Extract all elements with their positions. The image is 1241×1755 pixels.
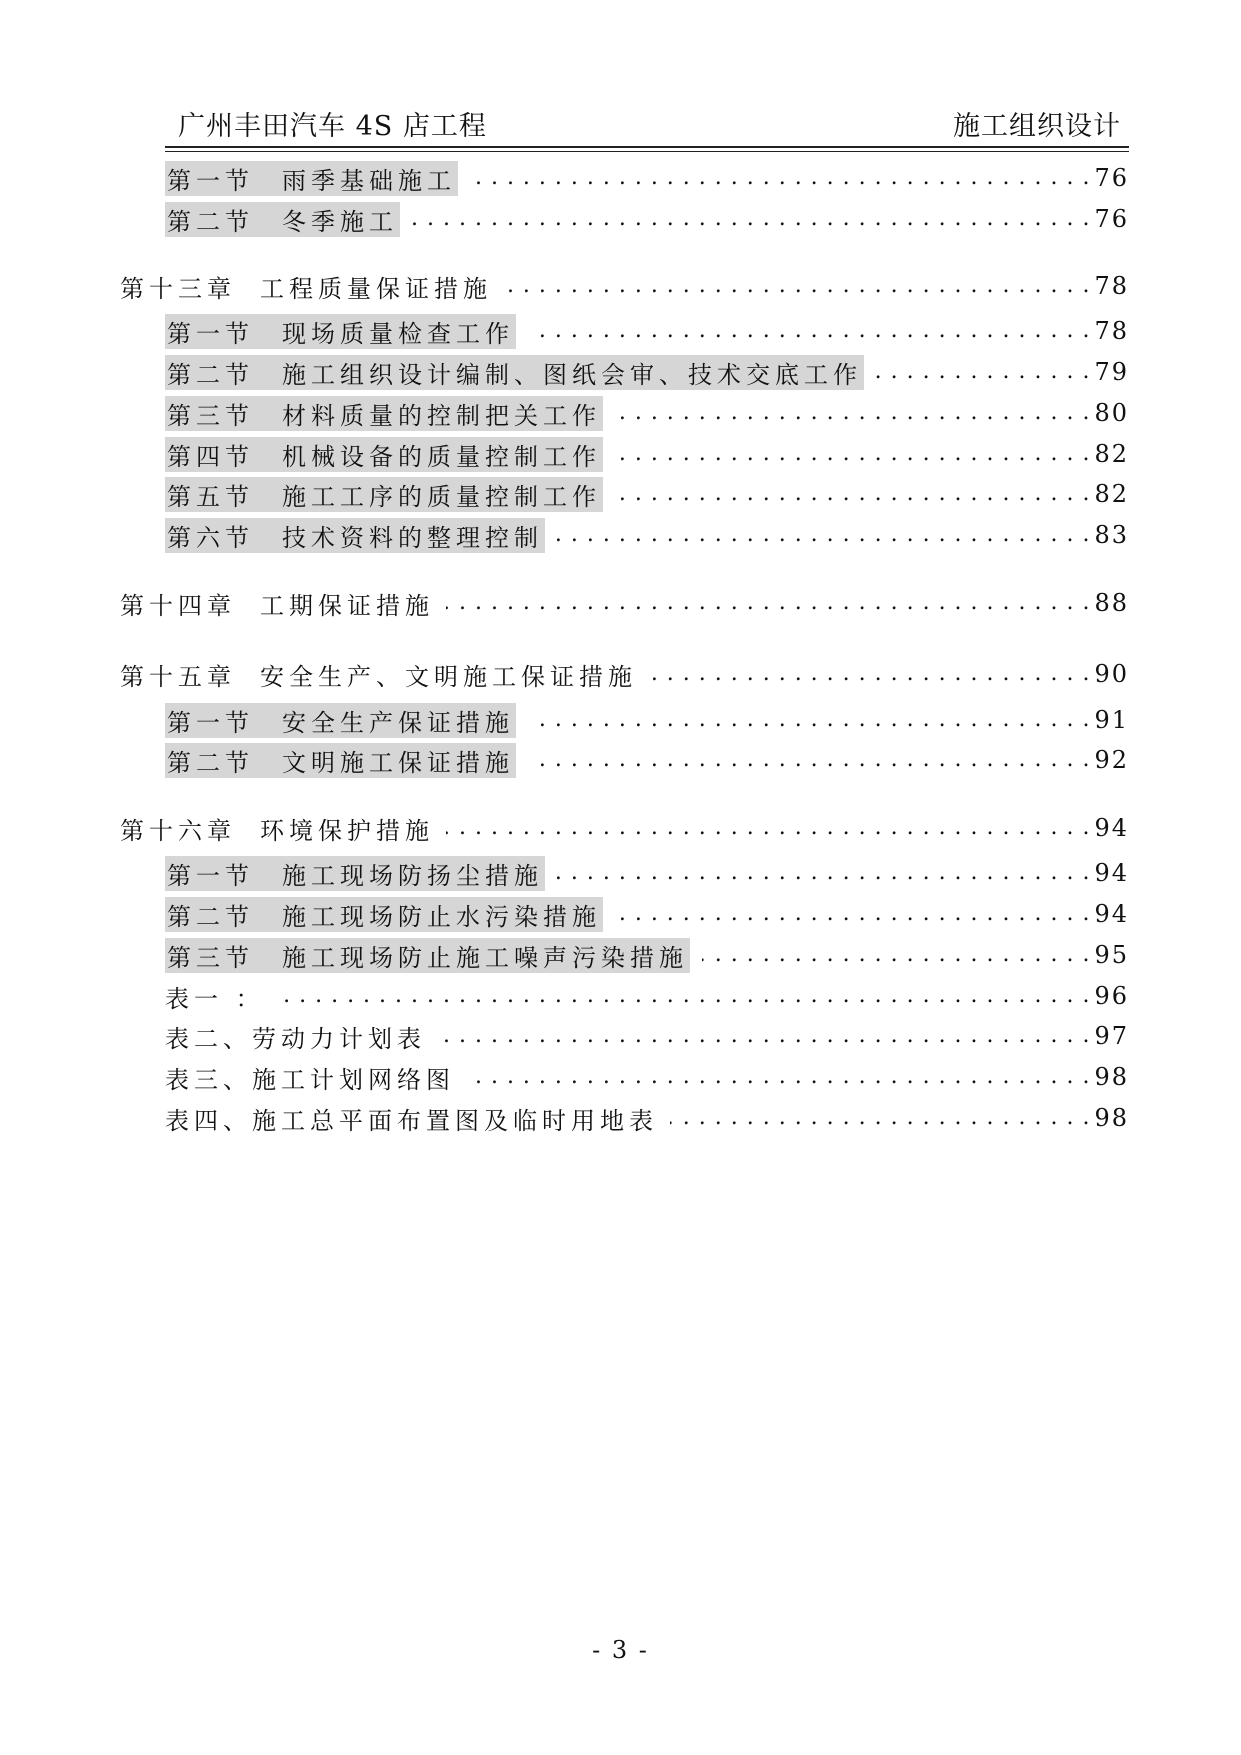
toc-entry-label	[120, 811, 434, 846]
toc-entry-number: 第一节	[167, 319, 254, 348]
toc-entry-page: 80	[1094, 399, 1129, 427]
toc-table-entry[interactable]	[165, 1100, 1129, 1136]
toc-entry-label	[165, 1019, 426, 1054]
toc-chapter-entry[interactable]	[120, 656, 1129, 692]
toc-dot-leader	[446, 589, 1090, 617]
toc-entry-page: 83	[1094, 521, 1129, 549]
toc-section-entry[interactable]	[165, 517, 1129, 553]
toc-entry-number: 第六节	[167, 523, 254, 552]
toc-entry-title: 表三、施工计划网络图	[165, 1065, 455, 1094]
toc-dot-leader	[438, 1022, 1090, 1050]
toc-dot-leader	[615, 480, 1090, 508]
toc-table-entry[interactable]	[165, 1018, 1129, 1054]
toc-entry-title: 施工现场防止水污染措施	[282, 902, 601, 931]
toc-dot-leader	[277, 982, 1091, 1010]
toc-entry-label	[165, 979, 265, 1014]
toc-entry-title: 雨季基础施工	[282, 166, 456, 195]
toc-dot-leader	[504, 272, 1090, 300]
toc-entry-title: 安全生产保证措施	[282, 708, 514, 737]
toc-entry-number: 第三节	[167, 401, 254, 430]
toc-entry-title: 施工工序的质量控制工作	[282, 482, 601, 511]
toc-entry-title: 技术资料的整理控制	[282, 523, 543, 552]
toc-entry-label	[165, 1101, 658, 1136]
toc-entry-number: 第十六章	[120, 816, 236, 845]
toc-entry-page: 95	[1094, 941, 1129, 969]
toc-dot-leader	[467, 1063, 1090, 1091]
header-rule-thick	[165, 146, 1129, 148]
toc-entry-number: 第一节	[167, 708, 254, 737]
toc-entry-title: 表四、施工总平面布置图及临时用地表	[165, 1106, 658, 1135]
toc-section-entry[interactable]	[165, 160, 1129, 196]
toc-entry-page: 88	[1094, 589, 1129, 617]
toc-entry-title: 现场质量检查工作	[282, 319, 514, 348]
toc-entry-label	[165, 161, 458, 196]
toc-section-entry[interactable]	[165, 742, 1129, 778]
toc-section-entry[interactable]	[165, 896, 1129, 932]
toc-entry-page: 78	[1094, 272, 1129, 300]
toc-entry-label	[165, 897, 603, 932]
toc-dot-leader	[702, 941, 1090, 969]
toc-entry-label	[165, 314, 516, 349]
toc-entry-title: 材料质量的控制把关工作	[282, 401, 601, 430]
toc-entry-number: 第一节	[167, 166, 254, 195]
toc-entry-label	[120, 586, 434, 621]
toc-entry-number: 第十五章	[120, 662, 236, 691]
toc-entry-page: 94	[1094, 900, 1129, 928]
toc-entry-title: 冬季施工	[282, 207, 398, 236]
toc-dot-leader	[615, 440, 1090, 468]
toc-entry-page: 90	[1094, 660, 1129, 688]
toc-table-entry[interactable]	[165, 1059, 1129, 1095]
toc-dot-leader	[876, 358, 1090, 386]
toc-entry-page: 94	[1094, 859, 1129, 887]
toc-chapter-entry[interactable]	[120, 585, 1129, 621]
toc-entry-label	[165, 743, 516, 778]
toc-entry-label	[165, 1060, 455, 1095]
toc-dot-leader	[649, 660, 1090, 688]
toc-entry-number: 第五节	[167, 482, 254, 511]
toc-entry-page: 82	[1094, 480, 1129, 508]
toc-entry-label	[165, 396, 603, 431]
toc-entry-page: 91	[1094, 706, 1129, 734]
toc-entry-page: 92	[1094, 746, 1129, 774]
toc-entry-page: 98	[1094, 1063, 1129, 1091]
toc-dot-leader	[446, 814, 1090, 842]
toc-entry-number: 第二节	[167, 748, 254, 777]
toc-section-entry[interactable]	[165, 354, 1129, 390]
toc-entry-page: 76	[1094, 205, 1129, 233]
toc-section-entry[interactable]	[165, 702, 1129, 738]
toc-entry-title: 工期保证措施	[260, 591, 434, 620]
page-header-left: 广州丰田汽车 4S 店工程	[178, 111, 487, 142]
toc-entry-label	[165, 518, 545, 553]
toc-section-entry[interactable]	[165, 855, 1129, 891]
toc-section-entry[interactable]	[165, 395, 1129, 431]
toc-dot-leader	[528, 706, 1090, 734]
toc-entry-title: 机械设备的质量控制工作	[282, 442, 601, 471]
toc-entry-title: 安全生产、文明施工保证措施	[260, 662, 637, 691]
toc-dot-leader	[557, 521, 1090, 549]
toc-entry-label	[165, 856, 545, 891]
toc-dot-leader	[557, 859, 1090, 887]
toc-entry-title: 环境保护措施	[260, 816, 434, 845]
toc-entry-number: 第十三章	[120, 274, 236, 303]
toc-entry-page: 79	[1094, 358, 1129, 386]
page-number: - 3 -	[592, 1636, 649, 1664]
toc-entry-label	[165, 938, 690, 973]
toc-section-entry[interactable]	[165, 937, 1129, 973]
toc-dot-leader	[528, 317, 1090, 345]
toc-entry-label	[120, 657, 637, 692]
toc-entry-title: 施工现场防止施工噪声污染措施	[282, 943, 688, 972]
toc-entry-title: 表二、劳动力计划表	[165, 1024, 426, 1053]
toc-dot-leader	[615, 399, 1090, 427]
toc-entry-page: 94	[1094, 814, 1129, 842]
toc-entry-page: 76	[1094, 164, 1129, 192]
toc-section-entry[interactable]	[165, 201, 1129, 237]
toc-entry-page: 82	[1094, 440, 1129, 468]
toc-dot-leader	[528, 746, 1090, 774]
toc-entry-label	[165, 355, 864, 390]
toc-dot-leader	[615, 900, 1090, 928]
toc-entry-number: 第四节	[167, 442, 254, 471]
toc-entry-title: 文明施工保证措施	[282, 748, 514, 777]
toc-entry-label	[120, 269, 492, 304]
toc-entry-number: 第三节	[167, 943, 254, 972]
toc-entry-page: 98	[1094, 1104, 1129, 1132]
toc-entry-title: 表一 ：	[165, 984, 265, 1013]
toc-entry-number: 第二节	[167, 207, 254, 236]
toc-entry-page: 78	[1094, 317, 1129, 345]
toc-entry-label	[165, 703, 516, 738]
toc-dot-leader	[670, 1104, 1090, 1132]
toc-section-entry[interactable]	[165, 313, 1129, 349]
toc-entry-title: 工程质量保证措施	[260, 274, 492, 303]
toc-section-entry[interactable]	[165, 476, 1129, 512]
toc-section-entry[interactable]	[165, 436, 1129, 472]
toc-table-entry[interactable]	[165, 978, 1129, 1014]
toc-dot-leader	[412, 205, 1090, 233]
toc-entry-label	[165, 477, 603, 512]
toc-entry-number: 第一节	[167, 861, 254, 890]
toc-dot-leader	[470, 164, 1090, 192]
toc-entry-number: 第二节	[167, 902, 254, 931]
header-rule-thin	[165, 151, 1129, 152]
toc-entry-number: 第二节	[167, 360, 254, 389]
toc-entry-number: 第十四章	[120, 591, 236, 620]
toc-entry-title: 施工组织设计编制、图纸会审、技术交底工作	[282, 360, 862, 389]
toc-chapter-entry[interactable]	[120, 810, 1129, 846]
toc-entry-page: 96	[1094, 982, 1129, 1010]
toc-entry-page: 97	[1094, 1022, 1129, 1050]
toc-entry-label	[165, 202, 400, 237]
toc-chapter-entry[interactable]	[120, 268, 1129, 304]
toc-entry-label	[165, 437, 603, 472]
toc-entry-title: 施工现场防扬尘措施	[282, 861, 543, 890]
page-header-right: 施工组织设计	[953, 111, 1121, 142]
